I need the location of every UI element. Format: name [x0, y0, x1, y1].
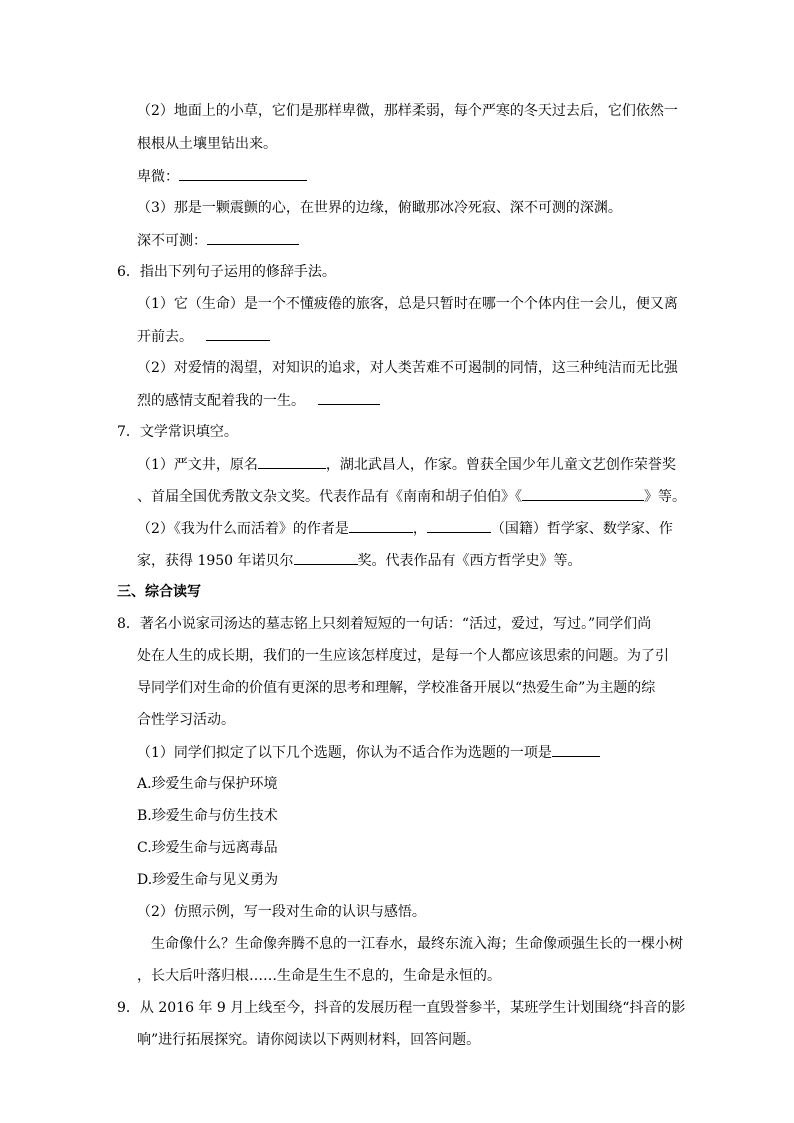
q8-example-line2: ，长大后叶落归根……生命是生生不息的，生命是永恒的。 [137, 968, 501, 984]
q5-item2-line1: （2）地面上的小草，它们是那样卑微，那样柔弱，每个严寒的冬天过去后，它们依然一 [137, 103, 678, 119]
q9-line2: 响”进行拓展探究。请你阅读以下两则材料，回答问题。 [137, 1032, 481, 1048]
q7-original-name-blank[interactable] [258, 454, 326, 469]
q8-option-c: C.珍爱生命与远离毒品 [137, 840, 278, 856]
q7-item1-line2-part1: 、首届全国优秀散文杂文奖。代表作品有《南南和胡子伯伯》《 [137, 489, 522, 505]
q7-item1-part1: （1）严文井，原名 [137, 457, 258, 473]
q8-sub1 [137, 742, 600, 763]
q7-item2-part1: （2）《我为什么而活着》的作者是 [137, 521, 349, 537]
q8-sub1-answer-blank[interactable] [552, 742, 600, 757]
q7-item2-part3: （国籍）哲学家、数学家、作 [490, 521, 673, 537]
q7-work-title-blank[interactable] [522, 486, 644, 501]
q7-item2-line2 [137, 550, 582, 571]
q5-item2-answer-blank[interactable] [179, 166, 307, 181]
q8-option-b: B.珍爱生命与仿生技术 [137, 808, 278, 824]
q8-line2: 处在人生的成长期，我们的一生应该怎样度过，是每一个人都应该思索的问题。为了引 [137, 648, 669, 664]
q7-item1-part2: ，湖北武昌人，作家。曾获全国少年儿童文艺创作荣誉奖 [325, 457, 676, 473]
q6-item1-line2 [137, 326, 270, 347]
q6-item2-line2-text: 烈的感情支配着我的一生。 [137, 393, 305, 409]
q5-item3-answer [137, 230, 299, 251]
q7-item1-line2-part2: 》等。 [644, 489, 686, 505]
q6-item2-answer-blank[interactable] [318, 390, 380, 405]
q7-item2-line2-part2: 奖。代表作品有《西方哲学史》等。 [357, 553, 582, 569]
q8-example-line1: 生命像什么？生命像奔腾不息的一江春水，最终东流入海；生命像顽强生长的一棵小树 [151, 936, 683, 952]
q8-option-a: A.珍爱生命与保护环境 [137, 776, 278, 792]
q5-item3-line1: （3）那是一颗震颤的心，在世界的边缘，俯瞰那冰冷死寂、深不可测的深渊。 [137, 200, 622, 216]
section-3-title: 三、综合读写 [117, 584, 201, 600]
q8-option-d: D.珍爱生命与见义勇为 [137, 872, 279, 888]
q6-item2-line1: （2）对爱情的渴望，对知识的追求，对人类苦难不可遏制的同情，这三种纯洁而无比强 [137, 360, 678, 376]
q8-line4: 合性学习活动。 [137, 712, 235, 728]
q5-item2-line2: 根根从土壤里钻出来。 [137, 136, 277, 152]
q6-item1-line1: （1）它（生命）是一个不懂疲倦的旅客，总是只暂时在哪一个个体内住一会儿，便又离 [137, 296, 678, 312]
q5-item3-answer-blank[interactable] [207, 230, 299, 245]
q8-sub1-text: （1）同学们拟定了以下几个选题，你认为不适合作为选题的一项是 [137, 745, 552, 761]
q7-item2-line1 [137, 518, 673, 539]
q5-item2-answer [137, 166, 307, 187]
q8-line3: 导同学们对生命的价值有更深的思考和理解，学校准备开展以“热爱生命”为主题的综 [137, 680, 656, 696]
q7-stem: 7．文学常识填空。 [117, 424, 238, 440]
q8-sub2: （2）仿照示例，写一段对生命的认识与感悟。 [137, 904, 426, 920]
q5-item3-answer-label: 深不可测： [137, 233, 207, 249]
q6-item1-line2-text: 开前去。 [137, 329, 193, 345]
q7-nationality-blank[interactable] [427, 518, 491, 533]
q8-line1: 8．著名小说家司汤达的墓志铭上只刻着短短的一句话：“活过，爱过，写过。”同学们尚 [117, 616, 652, 632]
q7-author-blank[interactable] [349, 518, 413, 533]
q7-item2-part2: ， [412, 521, 427, 537]
q7-prize-blank[interactable] [294, 550, 358, 565]
q9-line1: 9．从 2016 年 9 月上线至今，抖音的发展历程一直毁誉参半，某班学生计划围绕“抖音的影 [117, 1000, 686, 1016]
q6-stem: 6．指出下列句子运用的修辞手法。 [117, 264, 336, 280]
q7-item2-line2-part1: 家，获得 1950 年诺贝尔 [137, 553, 294, 569]
q7-item1-line1 [137, 454, 676, 475]
q6-item1-answer-blank[interactable] [206, 326, 270, 341]
q5-item2-answer-label: 卑微： [137, 169, 179, 185]
q7-item1-line2 [137, 486, 686, 507]
q6-item2-line2 [137, 390, 380, 411]
